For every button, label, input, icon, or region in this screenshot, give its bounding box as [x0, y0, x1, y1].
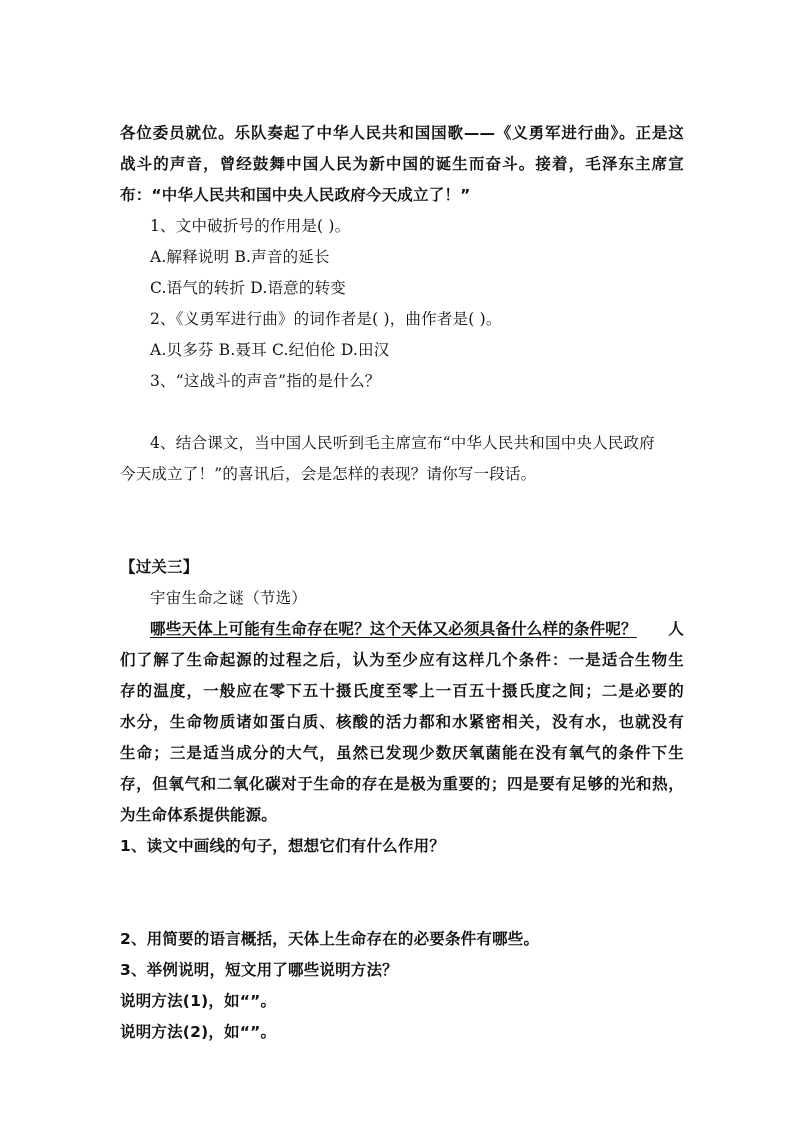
section-title: 宇宙生命之谜（节选） [150, 589, 308, 607]
passage-line-1 [120, 123, 684, 143]
question-1-options-cd: C.语气的转折 D.语意的转变 [150, 279, 346, 297]
paragraph-line-6-text: 存，但氧气和二氧化碳对于生命的存在是极为重要的；四是要有足够的光和热， [120, 775, 684, 793]
paragraph-line-4-text: 水分，生命物质诸如蛋白质、核酸的活力都和水紧密相关，没有水，也就没有 [120, 713, 684, 731]
paragraph-line-3 [120, 681, 684, 701]
section3-question-3: 3、举例说明，短文用了哪些说明方法？ [120, 961, 398, 979]
paragraph-line-1 [150, 619, 684, 639]
question-4-line-1: 4、结合课文，当中国人民听到毛主席宣布“中华人民共和国中央人民政府 [150, 434, 655, 452]
question-3: 3、“这战斗的声音”指的是什么？ [150, 372, 381, 390]
paragraph-line-2 [120, 650, 684, 670]
passage-line-3: 布：“中华人民共和国中央人民政府今天成立了！” [120, 186, 471, 204]
paragraph-line-2-text: 们了解了生命起源的过程之后，认为至少应有这样几个条件：一是适合生物生 [120, 651, 684, 669]
question-1: 1、文中破折号的作用是( )。 [150, 217, 351, 235]
paragraph-line-1-end: 人 [668, 620, 684, 638]
question-2: 2、《义勇军进行曲》的词作者是( )，曲作者是( )。 [150, 310, 502, 328]
passage-line-1-text: 各位委员就位。乐队奏起了中华人民共和国国歌——《义勇军进行曲》。正是这 [120, 124, 684, 142]
paragraph-line-3-text: 存的温度，一般应在零下五十摄氏度至零上一百五十摄氏度之间；二是必要的 [120, 682, 684, 700]
section3-question-1: 1、读文中画线的句子，想想它们有什么作用？ [120, 837, 445, 855]
paragraph-line-4 [120, 712, 684, 732]
underlined-sentences: 哪些天体上可能有生命存在呢？这个天体又必须具备什么样的条件呢？ [150, 620, 637, 638]
paragraph-line-7: 为生命体系提供能源。 [120, 806, 278, 824]
method-1: 说明方法(1)，如“”。 [120, 992, 277, 1010]
paragraph-line-5-text: 生命；三是适当成分的大气，虽然已发现少数厌氧菌能在没有氧气的条件下生 [120, 744, 684, 762]
passage-line-2 [120, 154, 684, 174]
method-2: 说明方法(2)，如“”。 [120, 1023, 277, 1041]
paragraph-line-6 [120, 774, 684, 794]
section3-question-2: 2、用简要的语言概括，天体上生命存在的必要条件有哪些。 [120, 930, 540, 948]
question-2-options: A.贝多芬 B.聂耳 C.纪伯伦 D.田汉 [150, 341, 390, 359]
passage-line-2-text: 战斗的声音，曾经鼓舞中国人民为新中国的诞生而奋斗。接着，毛泽东主席宣 [120, 155, 684, 173]
paragraph-line-5 [120, 743, 684, 763]
section-heading: 【过关三】 [120, 558, 199, 576]
question-4-line-2: 今天成立了！”的喜讯后，会是怎样的表现？请你写一段话。 [120, 465, 537, 483]
question-1-options-ab: A.解释说明 B.声音的延长 [150, 248, 330, 266]
